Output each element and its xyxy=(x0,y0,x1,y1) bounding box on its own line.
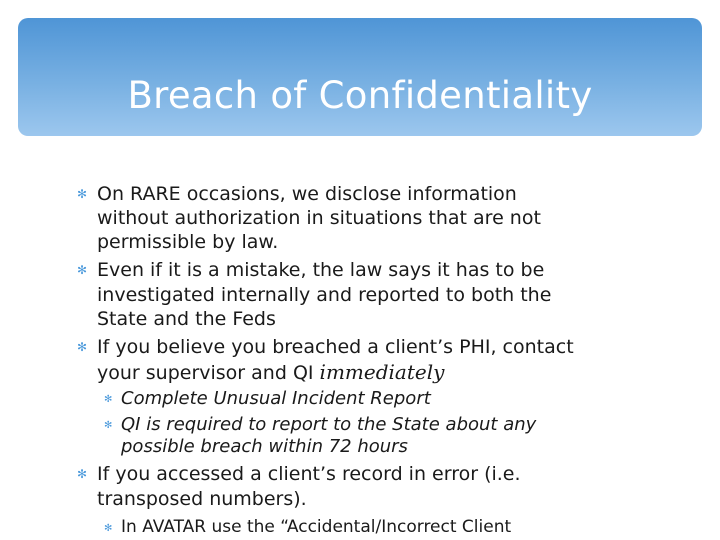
emphasis-immediately: immediately xyxy=(319,360,445,384)
bullet-3-line-2-text: your supervisor and QI xyxy=(97,362,320,384)
asterisk-bullet-icon: ✻ xyxy=(77,467,88,481)
slide-title: Breach of Confidentiality xyxy=(127,74,593,117)
asterisk-sub-bullet-icon: ✻ xyxy=(104,394,113,405)
bullet-2-line-3: State and the Feds xyxy=(97,308,276,330)
bullet-2-line-1: Even if it is a mistake, the law says it has to be xyxy=(97,259,545,281)
bullet-2-line-2: investigated internally and reported to both the xyxy=(97,284,552,306)
asterisk-sub-bullet-icon: ✻ xyxy=(104,523,113,534)
asterisk-bullet-icon: ✻ xyxy=(77,263,88,277)
asterisk-bullet-icon: ✻ xyxy=(77,340,88,354)
bullet-4-line-1: If you accessed a client’s record in error (i.e. xyxy=(97,463,521,485)
sub-bullet-2-line-1: QI is required to report to the State about any xyxy=(121,414,537,435)
sub-bullet-3: In AVATAR use the “Accidental/Incorrect Client xyxy=(121,517,512,537)
bullet-4-line-2: transposed numbers). xyxy=(97,488,307,510)
bullet-1-line-3: permissible by law. xyxy=(97,231,279,253)
bullet-3-line-2 xyxy=(97,360,444,385)
bullet-1-line-2: without authorization in situations that are not xyxy=(97,207,541,229)
asterisk-sub-bullet-icon: ✻ xyxy=(104,420,113,431)
bullet-1-line-1: On RARE occasions, we disclose information xyxy=(97,183,517,205)
bullet-3-line-1: If you believe you breached a client’s PHI, contact xyxy=(97,336,574,358)
asterisk-bullet-icon: ✻ xyxy=(77,187,88,201)
sub-bullet-1: Complete Unusual Incident Report xyxy=(121,388,431,409)
sub-bullet-2-line-2: possible breach within 72 hours xyxy=(121,436,408,457)
